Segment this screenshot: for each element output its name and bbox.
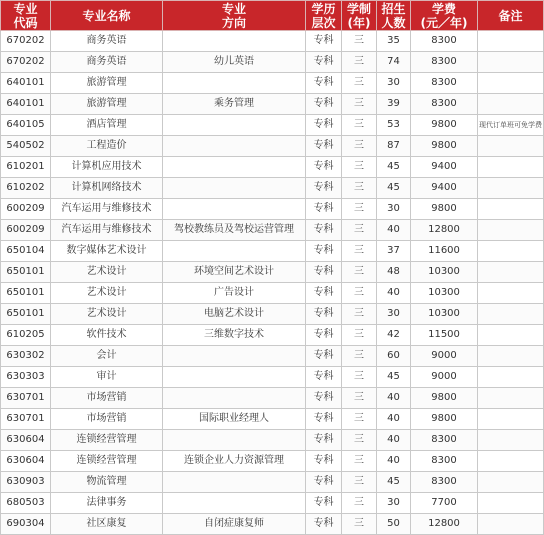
cell-note — [478, 283, 544, 304]
cell-direction — [163, 430, 306, 451]
cell-years: 三 — [342, 346, 377, 367]
cell-fee: 11600 — [411, 241, 478, 262]
cell-years: 三 — [342, 241, 377, 262]
cell-code: 630302 — [1, 346, 51, 367]
cell-fee: 8300 — [411, 73, 478, 94]
cell-note — [478, 325, 544, 346]
cell-fee: 12800 — [411, 514, 478, 535]
cell-name: 艺术设计 — [51, 262, 163, 283]
cell-years: 三 — [342, 493, 377, 514]
cell-fee: 10300 — [411, 304, 478, 325]
header-name: 专业名称 — [51, 1, 163, 31]
cell-fee: 7700 — [411, 493, 478, 514]
cell-fee: 12800 — [411, 220, 478, 241]
header-code: 专业 代码 — [1, 1, 51, 31]
cell-years: 三 — [342, 409, 377, 430]
cell-name: 艺术设计 — [51, 304, 163, 325]
table-row — [1, 409, 544, 430]
table-row — [1, 514, 544, 535]
cell-fee: 11500 — [411, 325, 478, 346]
cell-direction: 环境空间艺术设计 — [163, 262, 306, 283]
cell-level: 专科 — [306, 367, 342, 388]
cell-level: 专科 — [306, 283, 342, 304]
cell-quota: 40 — [377, 220, 411, 241]
cell-name: 会计 — [51, 346, 163, 367]
cell-name: 旅游管理 — [51, 94, 163, 115]
cell-years: 三 — [342, 325, 377, 346]
cell-fee: 9000 — [411, 367, 478, 388]
cell-fee: 9400 — [411, 157, 478, 178]
cell-code: 640101 — [1, 73, 51, 94]
header-fee: 学费 (元／年) — [411, 1, 478, 31]
cell-code: 600209 — [1, 220, 51, 241]
cell-quota: 74 — [377, 52, 411, 73]
cell-fee: 10300 — [411, 262, 478, 283]
cell-code: 650101 — [1, 304, 51, 325]
table-row — [1, 451, 544, 472]
cell-name: 市场营销 — [51, 409, 163, 430]
cell-name: 汽车运用与维修技术 — [51, 199, 163, 220]
cell-code: 670202 — [1, 31, 51, 52]
cell-note — [478, 262, 544, 283]
cell-years: 三 — [342, 514, 377, 535]
table-row — [1, 157, 544, 178]
cell-code: 630701 — [1, 409, 51, 430]
cell-years: 三 — [342, 178, 377, 199]
cell-name: 酒店管理 — [51, 115, 163, 136]
cell-fee: 8300 — [411, 52, 478, 73]
cell-fee: 9800 — [411, 409, 478, 430]
cell-quota: 35 — [377, 31, 411, 52]
cell-note — [478, 157, 544, 178]
cell-quota: 45 — [377, 367, 411, 388]
cell-quota: 50 — [377, 514, 411, 535]
table-row — [1, 430, 544, 451]
cell-code: 630903 — [1, 472, 51, 493]
cell-level: 专科 — [306, 493, 342, 514]
cell-quota: 48 — [377, 262, 411, 283]
cell-note — [478, 409, 544, 430]
cell-code: 670202 — [1, 52, 51, 73]
cell-level: 专科 — [306, 94, 342, 115]
cell-note — [478, 241, 544, 262]
cell-level: 专科 — [306, 325, 342, 346]
cell-direction: 国际职业经理人 — [163, 409, 306, 430]
cell-level: 专科 — [306, 430, 342, 451]
cell-quota: 40 — [377, 388, 411, 409]
table-row — [1, 178, 544, 199]
cell-years: 三 — [342, 262, 377, 283]
cell-note — [478, 136, 544, 157]
table-row — [1, 115, 544, 136]
table-row — [1, 73, 544, 94]
cell-years: 三 — [342, 304, 377, 325]
cell-code: 650101 — [1, 262, 51, 283]
cell-quota: 39 — [377, 94, 411, 115]
cell-level: 专科 — [306, 409, 342, 430]
cell-level: 专科 — [306, 136, 342, 157]
cell-direction — [163, 115, 306, 136]
cell-note — [478, 367, 544, 388]
cell-quota: 40 — [377, 283, 411, 304]
table-row — [1, 241, 544, 262]
cell-level: 专科 — [306, 451, 342, 472]
cell-level: 专科 — [306, 262, 342, 283]
cell-name: 连锁经营管理 — [51, 451, 163, 472]
cell-note — [478, 199, 544, 220]
cell-years: 三 — [342, 430, 377, 451]
table-row — [1, 304, 544, 325]
cell-level: 专科 — [306, 73, 342, 94]
cell-years: 三 — [342, 388, 377, 409]
cell-note — [478, 493, 544, 514]
cell-direction: 乘务管理 — [163, 94, 306, 115]
cell-direction: 三维数字技术 — [163, 325, 306, 346]
cell-direction — [163, 241, 306, 262]
cell-quota: 45 — [377, 157, 411, 178]
cell-code: 680503 — [1, 493, 51, 514]
cell-name: 审计 — [51, 367, 163, 388]
cell-note — [478, 304, 544, 325]
cell-note — [478, 388, 544, 409]
cell-name: 社区康复 — [51, 514, 163, 535]
cell-level: 专科 — [306, 346, 342, 367]
cell-quota: 40 — [377, 409, 411, 430]
cell-name: 物流管理 — [51, 472, 163, 493]
cell-name: 商务英语 — [51, 31, 163, 52]
table-row — [1, 283, 544, 304]
table-row — [1, 94, 544, 115]
cell-fee: 9800 — [411, 136, 478, 157]
cell-fee: 9400 — [411, 178, 478, 199]
cell-quota: 87 — [377, 136, 411, 157]
cell-code: 630303 — [1, 367, 51, 388]
table-row — [1, 52, 544, 73]
cell-code: 690304 — [1, 514, 51, 535]
cell-level: 专科 — [306, 388, 342, 409]
cell-years: 三 — [342, 472, 377, 493]
cell-note — [478, 451, 544, 472]
cell-note — [478, 220, 544, 241]
cell-level: 专科 — [306, 472, 342, 493]
cell-code: 540502 — [1, 136, 51, 157]
cell-years: 三 — [342, 220, 377, 241]
cell-fee: 8300 — [411, 472, 478, 493]
cell-direction — [163, 346, 306, 367]
cell-name: 艺术设计 — [51, 283, 163, 304]
cell-code: 650101 — [1, 283, 51, 304]
cell-direction — [163, 157, 306, 178]
table-row — [1, 388, 544, 409]
cell-code: 640105 — [1, 115, 51, 136]
cell-fee: 9800 — [411, 115, 478, 136]
cell-name: 计算机网络技术 — [51, 178, 163, 199]
cell-name: 连锁经营管理 — [51, 430, 163, 451]
cell-code: 640101 — [1, 94, 51, 115]
cell-quota: 37 — [377, 241, 411, 262]
cell-fee: 9000 — [411, 346, 478, 367]
cell-quota: 45 — [377, 472, 411, 493]
cell-level: 专科 — [306, 304, 342, 325]
cell-direction: 广告设计 — [163, 283, 306, 304]
cell-quota: 30 — [377, 304, 411, 325]
cell-years: 三 — [342, 31, 377, 52]
cell-name: 计算机应用技术 — [51, 157, 163, 178]
cell-quota: 30 — [377, 493, 411, 514]
cell-direction — [163, 367, 306, 388]
cell-level: 专科 — [306, 52, 342, 73]
table-row — [1, 220, 544, 241]
cell-years: 三 — [342, 283, 377, 304]
cell-note — [478, 52, 544, 73]
header-note: 备注 — [478, 1, 544, 31]
table-body — [1, 31, 544, 535]
cell-level: 专科 — [306, 178, 342, 199]
cell-years: 三 — [342, 73, 377, 94]
cell-years: 三 — [342, 451, 377, 472]
cell-fee: 9800 — [411, 199, 478, 220]
header-level: 学历 层次 — [306, 1, 342, 31]
cell-name: 数字媒体艺术设计 — [51, 241, 163, 262]
cell-fee: 8300 — [411, 430, 478, 451]
cell-fee: 9800 — [411, 388, 478, 409]
cell-name: 工程造价 — [51, 136, 163, 157]
cell-direction — [163, 472, 306, 493]
cell-name: 商务英语 — [51, 52, 163, 73]
cell-years: 三 — [342, 199, 377, 220]
cell-quota: 30 — [377, 199, 411, 220]
cell-code: 610205 — [1, 325, 51, 346]
cell-level: 专科 — [306, 514, 342, 535]
cell-level: 专科 — [306, 241, 342, 262]
header-quota: 招生 人数 — [377, 1, 411, 31]
cell-direction: 幼儿英语 — [163, 52, 306, 73]
cell-years: 三 — [342, 52, 377, 73]
table-row — [1, 346, 544, 367]
cell-level: 专科 — [306, 220, 342, 241]
cell-note — [478, 73, 544, 94]
cell-quota: 40 — [377, 451, 411, 472]
cell-years: 三 — [342, 367, 377, 388]
cell-name: 软件技术 — [51, 325, 163, 346]
cell-quota: 42 — [377, 325, 411, 346]
cell-quota: 30 — [377, 73, 411, 94]
cell-name: 法律事务 — [51, 493, 163, 514]
cell-note: 现代订单班可免学费 — [478, 115, 544, 136]
cell-name: 市场营销 — [51, 388, 163, 409]
cell-note — [478, 514, 544, 535]
cell-direction — [163, 178, 306, 199]
cell-fee: 8300 — [411, 31, 478, 52]
cell-fee: 10300 — [411, 283, 478, 304]
cell-direction — [163, 388, 306, 409]
cell-direction — [163, 199, 306, 220]
cell-note — [478, 430, 544, 451]
cell-level: 专科 — [306, 199, 342, 220]
cell-direction: 驾校教练员及驾校运营管理 — [163, 220, 306, 241]
cell-note — [478, 472, 544, 493]
cell-note — [478, 94, 544, 115]
table-row — [1, 262, 544, 283]
cell-direction — [163, 493, 306, 514]
table-row — [1, 136, 544, 157]
table-row — [1, 367, 544, 388]
cell-name: 汽车运用与维修技术 — [51, 220, 163, 241]
cell-code: 610202 — [1, 178, 51, 199]
cell-level: 专科 — [306, 157, 342, 178]
cell-years: 三 — [342, 157, 377, 178]
cell-name: 旅游管理 — [51, 73, 163, 94]
header-direction: 专业 方向 — [163, 1, 306, 31]
cell-direction: 电脑艺术设计 — [163, 304, 306, 325]
table-row — [1, 472, 544, 493]
header-years: 学制 (年) — [342, 1, 377, 31]
table-header-row — [1, 1, 544, 31]
table-row — [1, 325, 544, 346]
cell-direction — [163, 31, 306, 52]
cell-direction — [163, 136, 306, 157]
cell-level: 专科 — [306, 115, 342, 136]
cell-years: 三 — [342, 94, 377, 115]
cell-code: 630604 — [1, 430, 51, 451]
cell-quota: 53 — [377, 115, 411, 136]
cell-note — [478, 31, 544, 52]
cell-direction: 自闭症康复师 — [163, 514, 306, 535]
cell-direction: 连锁企业人力资源管理 — [163, 451, 306, 472]
cell-code: 630701 — [1, 388, 51, 409]
cell-fee: 8300 — [411, 94, 478, 115]
cell-note — [478, 346, 544, 367]
cell-direction — [163, 73, 306, 94]
cell-fee: 8300 — [411, 451, 478, 472]
table-row — [1, 199, 544, 220]
cell-years: 三 — [342, 136, 377, 157]
table-row — [1, 493, 544, 514]
cell-quota: 40 — [377, 430, 411, 451]
cell-note — [478, 178, 544, 199]
cell-code: 600209 — [1, 199, 51, 220]
cell-code: 610201 — [1, 157, 51, 178]
cell-quota: 45 — [377, 178, 411, 199]
cell-quota: 60 — [377, 346, 411, 367]
cell-code: 650104 — [1, 241, 51, 262]
cell-code: 630604 — [1, 451, 51, 472]
cell-level: 专科 — [306, 31, 342, 52]
cell-years: 三 — [342, 115, 377, 136]
table-row — [1, 31, 544, 52]
